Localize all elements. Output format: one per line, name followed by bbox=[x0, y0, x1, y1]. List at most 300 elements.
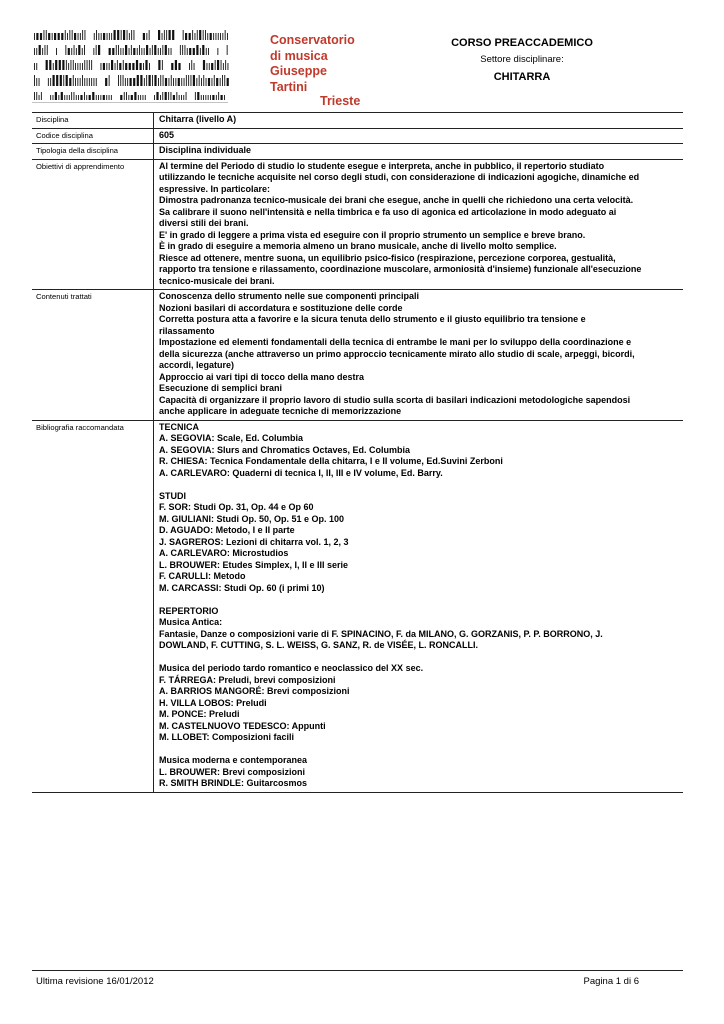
value-line: STUDI bbox=[159, 490, 186, 501]
logo-bar bbox=[212, 95, 214, 100]
logo-bar bbox=[218, 92, 219, 100]
logo-bar bbox=[116, 45, 117, 55]
logo-bar bbox=[66, 75, 68, 86]
logo-bar bbox=[162, 45, 163, 55]
logo-bar bbox=[84, 45, 85, 55]
logo-bar bbox=[228, 63, 229, 70]
logo-bar bbox=[137, 75, 139, 86]
logo-bar bbox=[193, 48, 195, 55]
value-line: Esecuzione di semplici brani bbox=[159, 383, 283, 393]
brand-line-2: di musica bbox=[270, 48, 328, 63]
logo-bar bbox=[191, 60, 192, 70]
logo-bar bbox=[212, 78, 213, 86]
logo-bar bbox=[130, 78, 132, 86]
logo-bar bbox=[156, 92, 158, 100]
value-line: H. VILLA LOBOS: Preludi bbox=[159, 697, 267, 708]
logo-bar bbox=[154, 95, 155, 100]
logo-bar bbox=[96, 45, 97, 55]
logo-bar bbox=[96, 95, 97, 100]
value-line: J. SAGREROS: Lezioni di chitarra vol. 1, 2, 3 bbox=[159, 536, 349, 547]
logo-bar bbox=[86, 95, 87, 100]
logo-bar bbox=[201, 95, 202, 100]
logo-bar bbox=[203, 75, 204, 86]
logo-bar bbox=[125, 78, 126, 86]
logo-bar bbox=[166, 30, 167, 40]
logo-bar bbox=[143, 95, 144, 100]
logo-bar bbox=[96, 78, 97, 86]
row-label: Contenuti trattati bbox=[36, 292, 92, 301]
logo-bar bbox=[173, 78, 174, 86]
logo-bar bbox=[39, 45, 41, 55]
logo-bar bbox=[152, 75, 153, 86]
logo-bar bbox=[196, 45, 198, 55]
logo-bar bbox=[218, 33, 219, 40]
logo-bar bbox=[172, 30, 174, 40]
value-line: rapporto tra tensione e rilassamento, coordinazione muscolare, armoniosità d'insieme) funzionale all'esecuzione bbox=[159, 264, 642, 274]
logo-bar bbox=[50, 95, 51, 100]
logo-bar bbox=[68, 48, 70, 55]
logo-bar bbox=[124, 92, 125, 100]
logo-bar bbox=[69, 30, 70, 40]
logo-bar bbox=[123, 75, 124, 86]
logo-bar bbox=[171, 92, 172, 100]
logo-bar bbox=[160, 75, 161, 86]
logo-bar bbox=[62, 60, 64, 70]
logo-bar bbox=[80, 95, 82, 100]
logo-bar bbox=[44, 30, 45, 40]
logo-bar bbox=[185, 45, 186, 55]
logo-bar bbox=[125, 63, 127, 70]
logo-bar bbox=[76, 48, 77, 55]
logo-bar bbox=[178, 63, 180, 70]
logo-bar bbox=[158, 78, 159, 86]
logo-bar bbox=[89, 95, 91, 100]
value-line: Musica moderna e contemporanea bbox=[159, 755, 308, 765]
logo-bar bbox=[154, 75, 156, 86]
logo-bar bbox=[136, 60, 138, 70]
logo-bar bbox=[61, 33, 63, 40]
logo-bar bbox=[71, 60, 72, 70]
logo-bar bbox=[109, 63, 110, 70]
logo-bar bbox=[210, 95, 211, 100]
value-line: Al termine del Periodo di studio lo studente esegue e interpreta, anche in pubblico, il repertorio studiato bbox=[159, 160, 605, 171]
logo-bar bbox=[82, 48, 83, 55]
value-line: R. SMITH BRINDLE: Guitarcosmos bbox=[159, 778, 308, 788]
logo-bar bbox=[158, 48, 159, 55]
logo-bar bbox=[46, 30, 47, 40]
logo-bar bbox=[75, 78, 76, 86]
value-line: Conoscenza dello strumento nelle sue componenti principali bbox=[159, 291, 420, 301]
logo-bar bbox=[163, 75, 164, 86]
value-line: Nozioni basilari di accordatura e sostituzione delle corde bbox=[159, 302, 403, 313]
logo-bar bbox=[123, 48, 124, 55]
value-line: Disciplina individuale bbox=[159, 145, 252, 155]
logo-bar bbox=[96, 30, 97, 40]
table-bottom-rule bbox=[32, 792, 683, 793]
logo-bar bbox=[189, 33, 191, 40]
logo-bar bbox=[120, 95, 122, 100]
logo-bar bbox=[141, 48, 142, 55]
logo-bar bbox=[114, 30, 116, 40]
value-line: diversi stili dei brani. bbox=[159, 218, 249, 228]
logo-bar bbox=[87, 60, 88, 70]
logo-bar bbox=[160, 48, 161, 55]
logo-bar bbox=[103, 33, 105, 40]
logo-bar bbox=[195, 92, 196, 100]
logo-bar bbox=[145, 95, 146, 100]
row-value bbox=[153, 113, 683, 128]
logo-bar bbox=[39, 95, 40, 100]
value-line: F. CARULLI: Metodo bbox=[159, 571, 246, 581]
logo-bar bbox=[188, 75, 189, 86]
logo-bar bbox=[216, 95, 217, 100]
course-title: CORSO PREACCADEMICO bbox=[451, 37, 593, 49]
value-line: È in grado di eseguire a memoria almeno un brano musicale, anche di livello molto semplice. bbox=[159, 241, 557, 251]
sector-label: Settore disciplinare: bbox=[480, 54, 564, 65]
value-line: E' in grado di leggere a prima vista ed eseguire con il proprio strumento un semplice e breve brano. bbox=[159, 229, 586, 240]
logo-bar bbox=[36, 33, 38, 40]
logo-bar bbox=[168, 92, 169, 100]
logo-bar bbox=[144, 48, 145, 55]
logo-bar bbox=[197, 30, 198, 40]
logo-bar bbox=[179, 95, 180, 100]
row-label: Tipologia della disciplina bbox=[36, 146, 119, 155]
logo-bar bbox=[82, 63, 83, 70]
logo-bar bbox=[112, 48, 114, 55]
value-line: Musica Antica: bbox=[159, 617, 223, 627]
value-line: TECNICA bbox=[159, 421, 199, 432]
logo-bar bbox=[63, 75, 64, 86]
logo-bar bbox=[185, 33, 187, 40]
logo-bar bbox=[48, 33, 50, 40]
logo-bar bbox=[91, 60, 92, 70]
logo-bar bbox=[98, 95, 99, 100]
logo-bar bbox=[139, 45, 140, 55]
value-line: F. SOR: Studi Op. 31, Op. 44 e Op 60 bbox=[159, 502, 314, 512]
logo-bar bbox=[58, 95, 59, 100]
logo-baseline bbox=[32, 102, 228, 103]
logo-bar bbox=[176, 92, 177, 100]
logo-bar bbox=[222, 33, 223, 40]
logo-bar bbox=[93, 48, 94, 55]
logo-bar bbox=[200, 48, 201, 55]
logo-bar bbox=[216, 33, 217, 40]
logo-bar bbox=[76, 95, 77, 100]
logo-bar bbox=[120, 75, 121, 86]
value-line: M. CARCASSI: Studi Op. 60 (i primi 10) bbox=[159, 582, 325, 593]
logo-bar bbox=[34, 33, 35, 40]
logo-bar bbox=[223, 63, 224, 70]
logo-bar bbox=[227, 33, 228, 40]
logo-bar bbox=[118, 45, 119, 55]
logo-bar bbox=[208, 48, 209, 55]
value-line: A. SEGOVIA: Slurs and Chromatics Octaves, Ed. Columbia bbox=[159, 444, 411, 455]
logo-bar bbox=[132, 63, 134, 70]
row-label: Obiettivi di apprendimento bbox=[36, 161, 125, 171]
logo-bar bbox=[94, 33, 95, 40]
logo-bar bbox=[224, 75, 225, 86]
logo-bar bbox=[119, 63, 121, 70]
value-line: 605 bbox=[159, 129, 175, 140]
logo-bar bbox=[52, 33, 53, 40]
logo-bar bbox=[47, 45, 48, 55]
row-value bbox=[153, 290, 683, 420]
page-footer bbox=[32, 970, 683, 987]
logo-bar bbox=[199, 30, 201, 40]
logo-bar bbox=[206, 78, 207, 86]
logo-bar bbox=[225, 60, 226, 70]
brand-city: Trieste bbox=[320, 94, 361, 108]
logo-bar bbox=[199, 75, 200, 86]
logo-bar bbox=[82, 30, 83, 40]
logo-bar bbox=[77, 78, 78, 86]
value-line: Sa calibrare il suono nell'intensità e nella timbrica e fa uso di agonica ed articolazione in modo adeguato ai bbox=[159, 206, 617, 217]
value-line: A. CARLEVARO: Quaderni di tecnica I, II, III e IV volume, Ed. Barry. bbox=[159, 467, 443, 478]
logo-bar bbox=[221, 95, 223, 100]
value-line: A. CARLEVARO: Microstudios bbox=[159, 548, 289, 558]
logo-bar bbox=[146, 45, 148, 55]
logo-bar bbox=[173, 95, 175, 100]
logo-bar bbox=[186, 75, 187, 86]
logo-bar bbox=[98, 33, 99, 40]
logo-bar bbox=[207, 33, 208, 40]
logo-bar bbox=[103, 63, 105, 70]
logo-bar bbox=[206, 48, 207, 55]
value-line: Musica del periodo tardo romantico e neoclassico del XX sec. bbox=[159, 663, 424, 673]
value-line: A. BARRIOS MANGORÉ: Brevi composizioni bbox=[159, 686, 350, 696]
logo-bar bbox=[220, 33, 221, 40]
logo-bar bbox=[140, 95, 141, 100]
logo-bar bbox=[107, 33, 108, 40]
logo-bar bbox=[106, 95, 107, 100]
logo-bar bbox=[143, 33, 145, 40]
logo-bar bbox=[34, 63, 35, 70]
logo-bar bbox=[36, 92, 37, 100]
logo-bar bbox=[101, 33, 102, 40]
value-line: M. CASTELNUOVO TEDESCO: Appunti bbox=[159, 720, 326, 731]
logo-bar bbox=[175, 60, 177, 70]
logo-bar bbox=[217, 48, 218, 55]
logo-bar bbox=[165, 92, 167, 100]
value-line: Corretta postura atta a favorire e la sicura tenuta dello strumento e il giusto equilibrio tra tensione e bbox=[159, 314, 586, 324]
value-line: tecnico-musicale dei brani. bbox=[159, 275, 275, 286]
logo-bar bbox=[56, 48, 57, 55]
logo-bar bbox=[180, 45, 181, 55]
value-line: M. GIULIANI: Studi Op. 50, Op. 51 e Op. 100 bbox=[159, 513, 345, 524]
logo-bar bbox=[82, 75, 83, 86]
logo-bar bbox=[227, 78, 229, 86]
logo-bar bbox=[65, 30, 66, 40]
logo-bar bbox=[69, 95, 70, 100]
logo-bar bbox=[84, 92, 85, 100]
logo-bar bbox=[36, 63, 37, 70]
logo-bar bbox=[34, 75, 35, 86]
logo-bar bbox=[192, 30, 193, 40]
logo-bar bbox=[183, 30, 184, 40]
logo-bar bbox=[160, 95, 161, 100]
value-line: D. AGUADO: Metodo, I e II parte bbox=[159, 525, 295, 535]
logo-bar bbox=[143, 63, 144, 70]
logo-bar bbox=[53, 95, 54, 100]
logo-bar bbox=[131, 45, 132, 55]
logo-bar bbox=[105, 78, 107, 86]
logo-bar bbox=[171, 75, 172, 86]
table-row bbox=[32, 159, 683, 290]
logo-bar bbox=[131, 95, 133, 100]
logo-bar bbox=[125, 45, 127, 55]
logo-bar bbox=[203, 95, 204, 100]
logo-bar bbox=[65, 45, 66, 55]
value-line: Dimostra padronanza tecnico-musicale dei brani che esegue, anche in quelli che richiedono una certa velocità. bbox=[159, 195, 634, 205]
logo-bar bbox=[140, 75, 142, 86]
value-line: rilassamento bbox=[159, 325, 215, 336]
logo-bar bbox=[67, 33, 68, 40]
logo-bar bbox=[193, 75, 195, 86]
row-value bbox=[153, 129, 683, 144]
logo-bar bbox=[80, 33, 81, 40]
logo-bar bbox=[78, 95, 79, 100]
logo-bar bbox=[208, 78, 210, 86]
logo-bar bbox=[220, 78, 221, 86]
logo-bar bbox=[54, 33, 56, 40]
logo-bar bbox=[140, 63, 142, 70]
logo-bar bbox=[221, 60, 222, 70]
logo-bar bbox=[85, 30, 86, 40]
logo-bar bbox=[77, 63, 78, 70]
logo-bar bbox=[84, 78, 85, 86]
logo-bar bbox=[100, 95, 101, 100]
logo-bar bbox=[149, 63, 150, 70]
value-line: Impostazione ed elementi fondamentali della tecnica di entrambe le mani per lo sviluppo della coordinazione e bbox=[159, 337, 632, 347]
logo-bar bbox=[134, 30, 135, 40]
logo-bar bbox=[165, 78, 167, 86]
table-row bbox=[32, 420, 683, 792]
logo-bar bbox=[189, 63, 190, 70]
value-line: M. LLOBET: Composizioni facili bbox=[159, 732, 294, 742]
logo-bar bbox=[42, 48, 43, 55]
logo-bar bbox=[210, 33, 212, 40]
logo-bar bbox=[158, 30, 160, 40]
logo-bar bbox=[111, 60, 113, 70]
logo-bar bbox=[72, 30, 73, 40]
logo-bar bbox=[208, 95, 209, 100]
logo-bar bbox=[80, 63, 81, 70]
logo-bar bbox=[91, 78, 92, 86]
logo-bar bbox=[34, 48, 35, 55]
logo-bar bbox=[181, 95, 182, 100]
logo-bar bbox=[121, 30, 122, 40]
value-line: DOWLAND, F. CUTTING, S. L. WEISS, G. SANZ, R. de VISÉE, L. RONCALLI. bbox=[159, 640, 479, 650]
logo-bar bbox=[154, 45, 156, 55]
logo-bar bbox=[194, 63, 195, 70]
value-line: utilizzando le tecniche acquisite nel corso degli studi, con considerazione di indicazioni agogiche, dinamiche ed bbox=[159, 172, 640, 182]
logo-bar bbox=[41, 92, 42, 100]
value-line: Chitarra (livello A) bbox=[159, 114, 237, 124]
logo-bar bbox=[178, 78, 180, 86]
logo-bar bbox=[60, 75, 62, 86]
logo-bar bbox=[74, 92, 75, 100]
conservatory-logo bbox=[32, 30, 232, 105]
logo-bar bbox=[109, 33, 110, 40]
logo-bar bbox=[56, 75, 58, 86]
logo-bar bbox=[162, 92, 163, 100]
logo-bar bbox=[222, 75, 223, 86]
value-line: espressive. In particolare: bbox=[159, 183, 271, 194]
logo-bar bbox=[162, 33, 163, 40]
logo-bar bbox=[45, 45, 46, 55]
logo-bar bbox=[215, 60, 216, 70]
logo-bar bbox=[145, 60, 147, 70]
logo-bar bbox=[202, 45, 204, 55]
logo-bar bbox=[162, 60, 163, 70]
brand-line-3: Giuseppe bbox=[270, 64, 327, 78]
value-line: della sicurezza (anche attraverso un primo approccio tecnicamente mirato allo studio di scale, arpeggi, bicordi, bbox=[159, 348, 635, 359]
logo-bar bbox=[191, 75, 192, 86]
course-header bbox=[412, 37, 632, 83]
table-row bbox=[32, 289, 683, 420]
logo-bar bbox=[66, 60, 67, 70]
logo-bar bbox=[183, 95, 184, 100]
brand-line-4: Tartini bbox=[270, 79, 308, 94]
logo-bar bbox=[182, 45, 183, 55]
logo-bar bbox=[75, 63, 76, 70]
row-value bbox=[153, 144, 683, 159]
logo-bar bbox=[73, 60, 74, 70]
logo-bar bbox=[133, 48, 135, 55]
logo-bar bbox=[58, 33, 60, 40]
logo-bar bbox=[80, 78, 81, 86]
logo-bar bbox=[171, 63, 173, 70]
logo-bar bbox=[127, 78, 128, 86]
logo-bar bbox=[224, 95, 225, 100]
logo-bar bbox=[40, 33, 42, 40]
logo-bar bbox=[171, 48, 172, 55]
logo-bar bbox=[138, 95, 139, 100]
logo-bar bbox=[64, 95, 65, 100]
logo-bar bbox=[109, 75, 110, 86]
blank-line bbox=[159, 744, 679, 756]
logo-bar bbox=[213, 33, 214, 40]
logo-bar bbox=[117, 30, 119, 40]
logo-bar bbox=[49, 60, 51, 70]
conservatory-brand bbox=[270, 33, 355, 95]
value-line: A. SEGOVIA: Scale, Ed. Columbia bbox=[159, 433, 304, 443]
logo-bar bbox=[53, 75, 55, 86]
logo-bar bbox=[149, 30, 150, 40]
logo-bar bbox=[89, 60, 90, 70]
logo-bar bbox=[71, 48, 72, 55]
logo-bar bbox=[78, 33, 79, 40]
logo-bar bbox=[34, 92, 35, 100]
value-line: M. PONCE: Preludi bbox=[159, 709, 240, 719]
blank-line bbox=[159, 594, 679, 606]
logo-bar bbox=[205, 30, 206, 40]
logo-bar bbox=[39, 78, 40, 86]
logo-bar bbox=[69, 78, 71, 86]
value-line: Capacità di organizzare il proprio lavoro di studio sulla scorta di basilari indicazioni metodologiche sapendosi bbox=[159, 394, 631, 405]
logo-bar bbox=[216, 78, 218, 86]
logo-bar bbox=[123, 60, 124, 70]
logo-bar bbox=[109, 95, 110, 100]
logo-bar bbox=[128, 95, 129, 100]
logo-bar bbox=[197, 92, 199, 100]
logo-bar bbox=[109, 48, 111, 55]
logo-bar bbox=[129, 63, 131, 70]
logo-bar bbox=[59, 60, 61, 70]
logo-bar bbox=[78, 45, 80, 55]
logo-bar bbox=[129, 33, 130, 40]
logo-bar bbox=[127, 30, 128, 40]
